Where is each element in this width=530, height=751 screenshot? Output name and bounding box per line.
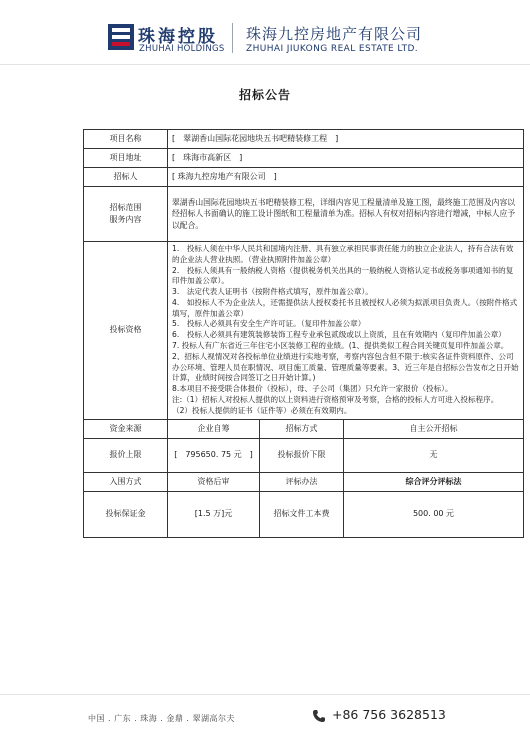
header-divider <box>0 64 530 65</box>
qualification-label: 投标资格 <box>84 242 168 420</box>
company-chinese-name: 珠海九控房地产有限公司 <box>246 25 423 43</box>
tenderer-label: 招标人 <box>84 168 168 187</box>
price-floor-label: 投标报价下限 <box>260 438 344 472</box>
qualification-item-1: 1. 投标人须在中华人民共和国境内注册、具有独立承担民事责任能力的独立企业法人，持有合法有效的企业法人营业执照。（营业执照附件加盖公章） <box>172 244 514 264</box>
qualification-value <box>168 242 524 420</box>
phone-icon <box>312 709 326 723</box>
shortlist-label: 入围方式 <box>84 472 168 491</box>
scope-label-line1: 招标范围 <box>109 203 142 212</box>
table-row-qualification <box>84 242 524 420</box>
document-title: 招标公告 <box>238 88 291 102</box>
qualification-item-7: 7. 投标人有广东省近三年住宅小区装修工程的业绩。(1、提供类似工程合同关键页复印件加盖公章。2、招标人视情况对各投标单位业绩进行实地考察，考察内容包含但不限于:核实各证件资料原件、公司办公环境、管理人员在职情况、项目施工质量、管理质量等要素。3、近三年是自招标公告发布之日开始计算，业绩时间按合同签订之日开始计算。) <box>172 341 519 383</box>
tender-info-table <box>83 129 524 538</box>
qualification-item-5: 5. 投标人必须具有安全生产许可证。（复印件加盖公章） <box>172 319 366 329</box>
footer-address: 中国 . 广东 . 珠海 . 金鼎 . 翠湖高尔夫 <box>88 714 236 723</box>
table-row-tenderer <box>84 168 524 187</box>
deposit-value: [1.5 万]元 <box>168 491 260 537</box>
price-cap-value: [ 795650. 75 元 ] <box>168 438 260 472</box>
letterhead <box>0 0 530 62</box>
tender-method-label: 招标方式 <box>260 419 344 438</box>
qualification-item-3: 3. 法定代表人证明书（按附件格式填写，原件加盖公章）。 <box>172 287 373 297</box>
logo-chinese-name: 珠海控股 <box>138 27 218 47</box>
project-location-value: [ 珠海市高新区 ] <box>168 149 524 168</box>
project-location-label: 项目地址 <box>84 149 168 168</box>
logo-english-name: ZHUHAI HOLDINGS <box>139 44 225 54</box>
footer-phone-number: +86 756 3628513 <box>332 707 446 722</box>
evaluation-value: 综合评分评标法 <box>344 472 524 491</box>
qualification-note-2: （2）投标人提供的证书（证件等）必须在有效期内。 <box>172 405 352 415</box>
document-fee-value: 500. 00 元 <box>344 491 524 537</box>
scope-value: 翠湖香山国际花园地块五书吧精装修工程，详细内容见工程量清单及施工图，最终施工范围及内容以经招标人书面确认的施工设计图纸和工程量清单为准。招标人有权对招标内容进行增减，中标人应予以配合。 <box>168 187 524 242</box>
zhuhai-holdings-logo-icon <box>108 24 134 50</box>
fund-source-value: 企业自筹 <box>168 419 260 438</box>
shortlist-value: 资格后审 <box>168 472 260 491</box>
footer-divider <box>0 694 530 695</box>
table-row-project-location <box>84 149 524 168</box>
scope-label <box>84 187 168 242</box>
qualification-item-8: 8.本项目不接受联合体报价（投标），母、子公司（集团）只允许一家报价（投标）。 <box>172 384 453 394</box>
qualification-item-4: 4. 如投标人不为企业法人，还需提供法人授权委托书且被授权人必须为拟派项目负责人。（按附件格式填写，原件加盖公章） <box>172 297 518 318</box>
qualification-note-1: 注:（1）招标人对投标人提供的以上资料进行资格预审及考察，合格的投标人方可进入投标程序。 <box>172 394 499 404</box>
scope-label-line2: 服务内容 <box>109 215 142 224</box>
tender-method-value: 自主公开招标 <box>344 419 524 438</box>
fund-source-label: 资金来源 <box>84 419 168 438</box>
tenderer-value: [ 珠海九控房地产有限公司 ] <box>168 168 524 187</box>
company-english-name: ZHUHAI JIUKONG REAL ESTATE LTD. <box>246 44 419 54</box>
project-name-value: [ 翠湖香山国际花园地块五书吧精装修工程 ] <box>168 130 524 149</box>
evaluation-label: 评标办法 <box>260 472 344 491</box>
price-floor-value: 无 <box>344 438 524 472</box>
table-row-price-cap <box>84 438 524 472</box>
table-row-project-name <box>84 130 524 149</box>
project-name-label: 项目名称 <box>84 130 168 149</box>
document-fee-label: 招标文件工本费 <box>260 491 344 537</box>
table-row-fund-source <box>84 419 524 438</box>
table-row-scope <box>84 187 524 242</box>
deposit-label: 投标保证金 <box>84 491 168 537</box>
qualification-item-6: 6. 投标人必须具有建筑装修装饰工程专业承包贰级或以上资质，且在有效期内（复印件加盖公章） <box>172 330 506 340</box>
logo-separator <box>232 23 233 53</box>
table-row-shortlist <box>84 472 524 491</box>
price-cap-label: 报价上限 <box>84 438 168 472</box>
table-row-deposit <box>84 491 524 537</box>
qualification-item-2: 2. 投标人须具有一般纳税人资格（提供税务机关出具的一般纳税人资格认定书或税务事项通知书的复印件加盖公章）。 <box>172 265 514 286</box>
footer-phone <box>312 707 446 723</box>
